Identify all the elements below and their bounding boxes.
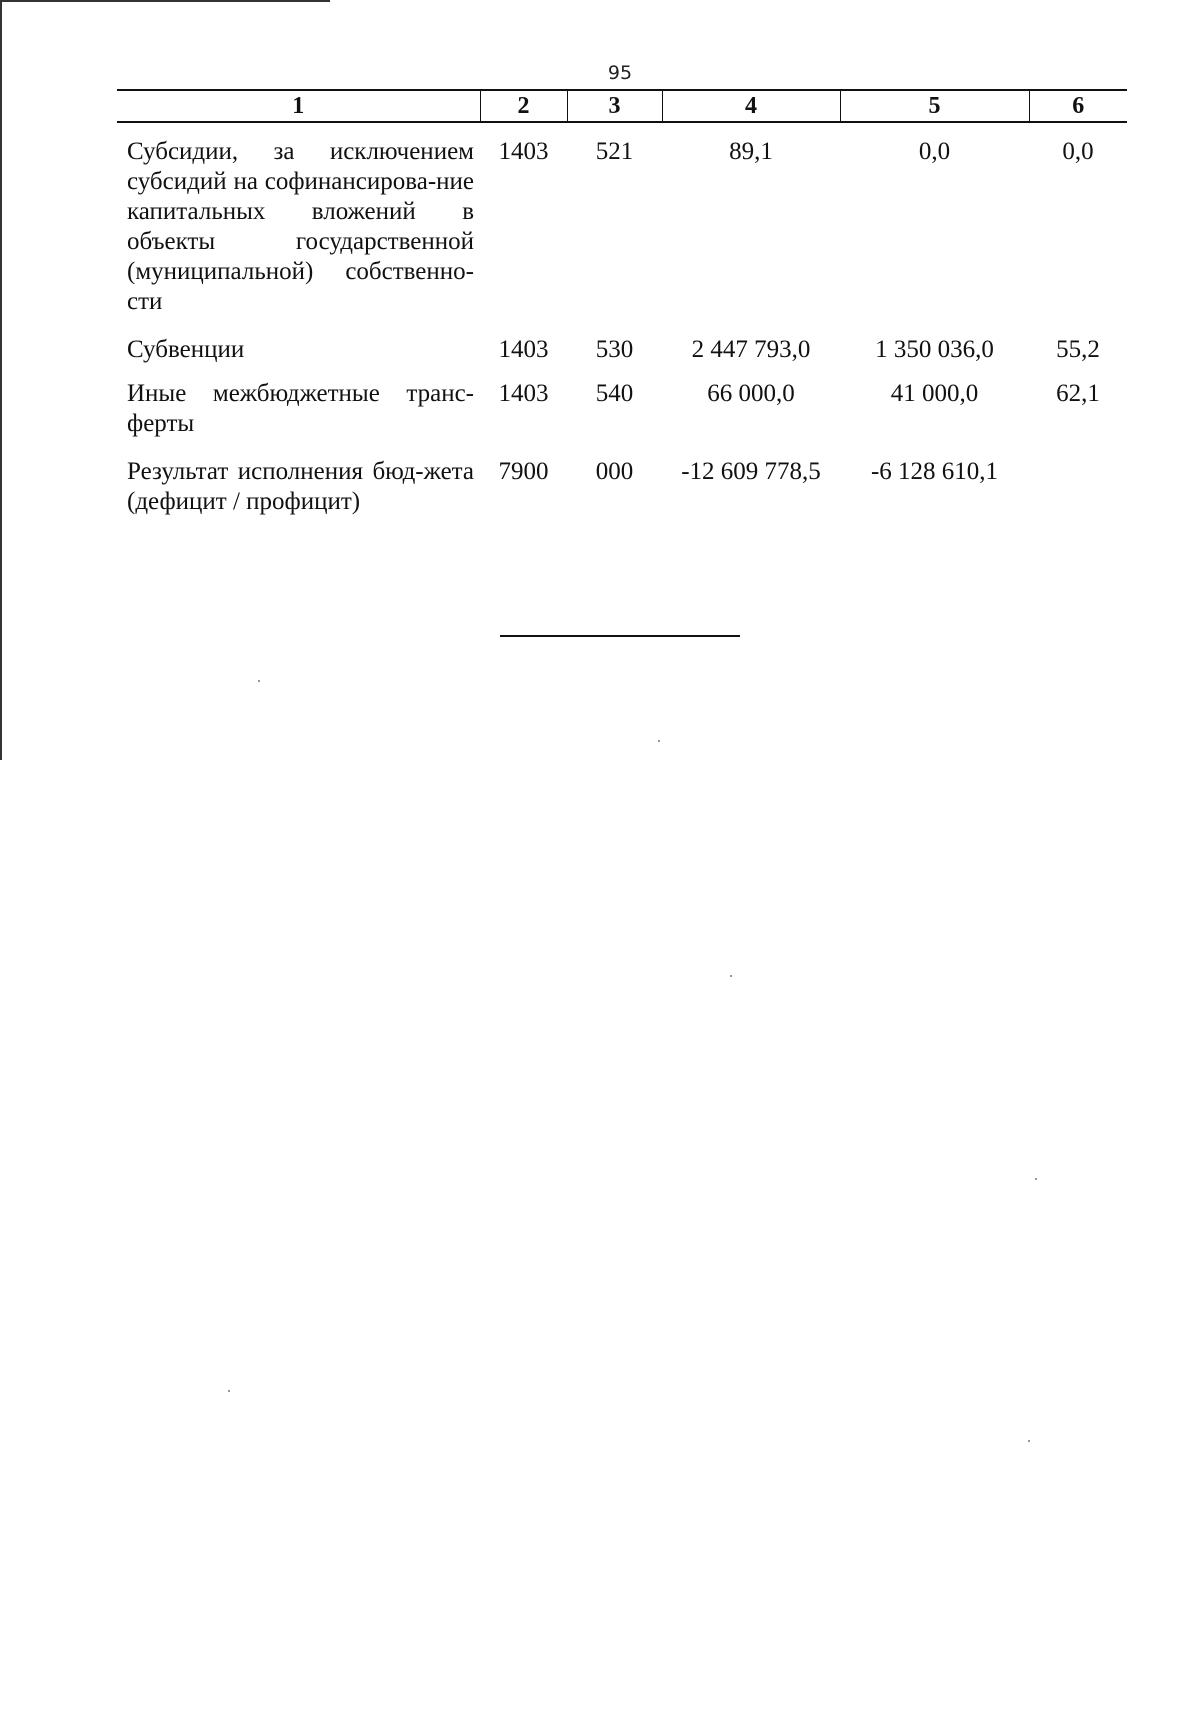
page-number: 95 bbox=[607, 62, 633, 84]
row-percent: 0,0 bbox=[1062, 138, 1094, 165]
row-planned: 2 447 793,0 bbox=[691, 336, 811, 363]
column-header-2: 2 bbox=[480, 90, 567, 122]
column-header-4: 4 bbox=[662, 90, 840, 122]
scan-speck bbox=[258, 680, 260, 682]
row-executed: 1 350 036,0 bbox=[875, 336, 994, 363]
row-code-type: 540 bbox=[595, 380, 634, 407]
budget-table bbox=[117, 89, 1127, 517]
row-code-section: 1403 bbox=[498, 380, 549, 407]
row-executed: 41 000,0 bbox=[890, 380, 979, 407]
row-planned: -12 609 778,5 bbox=[681, 458, 821, 485]
scan-edge-left bbox=[0, 0, 2, 760]
row-planned: 66 000,0 bbox=[707, 380, 795, 407]
row-executed: 0,0 bbox=[918, 138, 951, 165]
row-name: Иные межбюджетные транс-ферты bbox=[127, 380, 474, 437]
table-row bbox=[117, 317, 1127, 365]
row-name: Результат исполнения бюд-жета (дефицит / профицит) bbox=[127, 458, 474, 515]
scan-speck bbox=[1035, 1178, 1037, 1180]
row-code-section: 7900 bbox=[498, 458, 549, 485]
table-row bbox=[117, 439, 1127, 517]
scan-speck bbox=[228, 1390, 230, 1392]
row-code-type: 521 bbox=[595, 138, 634, 165]
scan-speck bbox=[658, 740, 660, 742]
row-percent: 55,2 bbox=[1056, 336, 1100, 363]
column-header-6: 6 bbox=[1029, 90, 1127, 122]
row-code-type: 530 bbox=[595, 336, 634, 363]
row-planned: 89,1 bbox=[729, 138, 773, 165]
row-percent bbox=[1029, 439, 1127, 517]
row-executed: -6 128 610,1 bbox=[870, 458, 999, 485]
row-name: Субвенции bbox=[127, 336, 245, 363]
budget-table-wrapper bbox=[117, 89, 1127, 517]
row-percent: 62,1 bbox=[1056, 380, 1100, 407]
row-code-section: 1403 bbox=[498, 336, 549, 363]
scan-speck bbox=[730, 975, 732, 977]
table-header-row bbox=[117, 90, 1127, 122]
end-of-document-rule bbox=[500, 635, 740, 637]
row-code-type: 000 bbox=[595, 458, 634, 485]
row-code-section: 1403 bbox=[498, 138, 549, 165]
column-header-5: 5 bbox=[840, 90, 1029, 122]
table-row bbox=[117, 122, 1127, 317]
scan-speck bbox=[1028, 1440, 1030, 1442]
table-row bbox=[117, 365, 1127, 439]
column-header-1: 1 bbox=[117, 90, 480, 122]
scan-edge-top bbox=[0, 0, 330, 2]
row-name: Субсидии, за исключением субсидий на софинансирова-ние капитальных вложений в объекты государственной (муниципальной) собственно-сти bbox=[127, 138, 474, 315]
column-header-3: 3 bbox=[567, 90, 662, 122]
